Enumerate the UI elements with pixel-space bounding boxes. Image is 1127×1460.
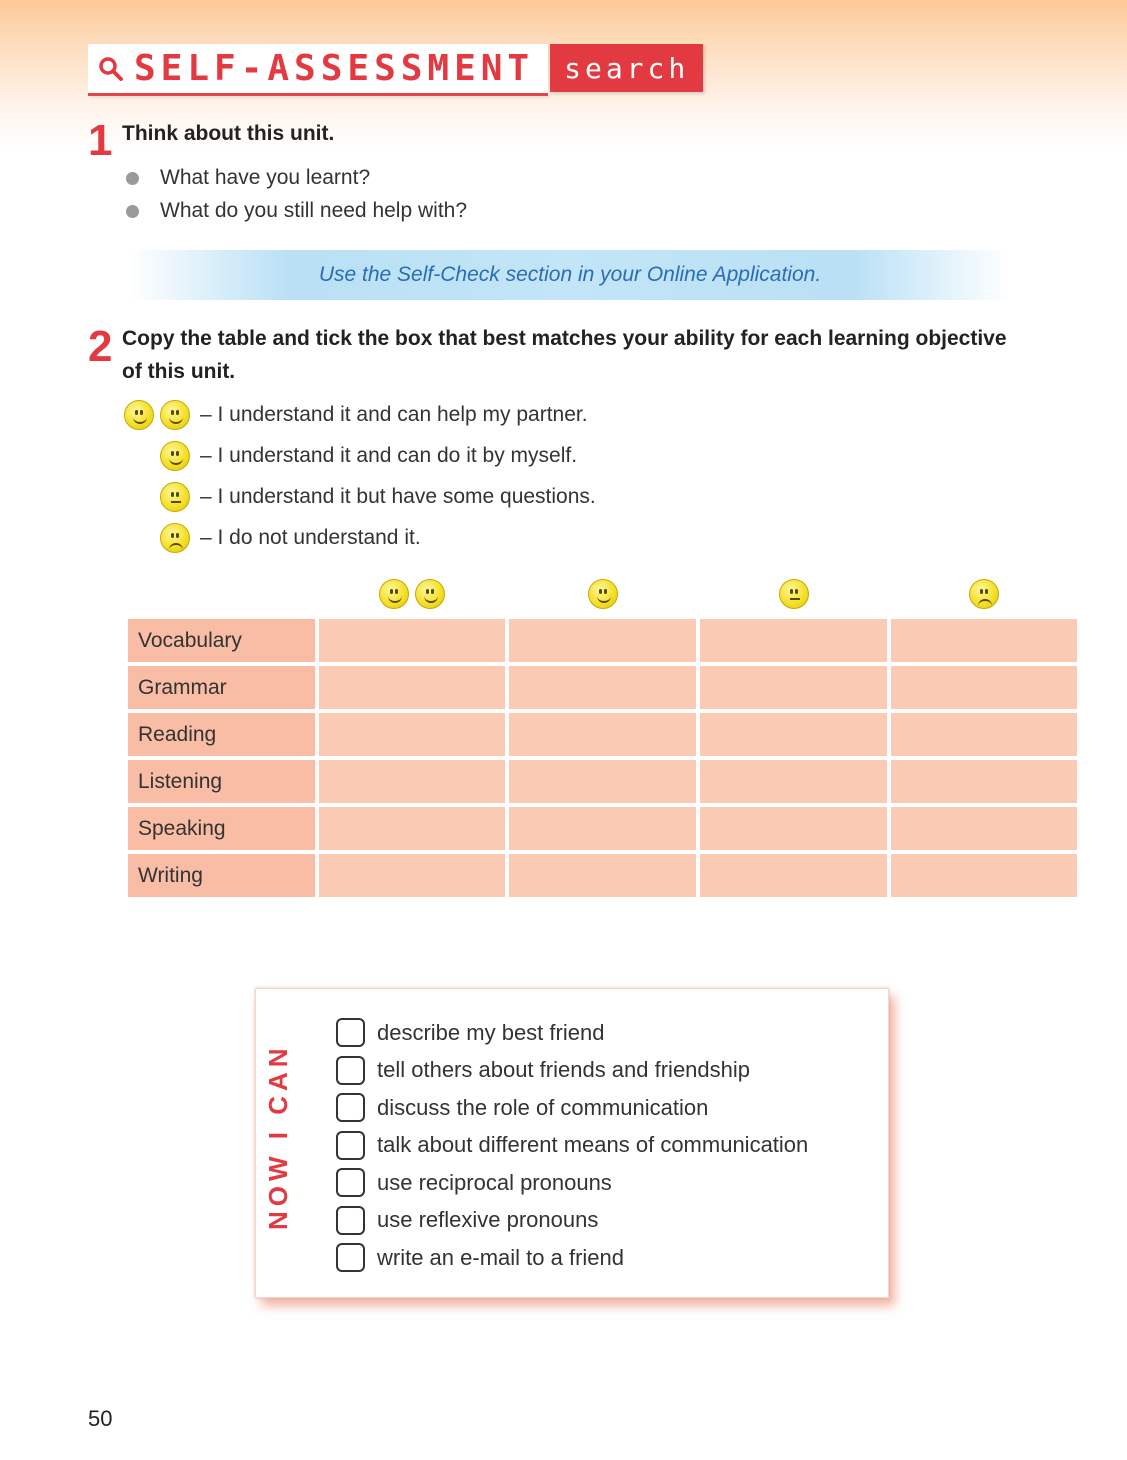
online-app-banner — [130, 250, 1010, 300]
can-item-text: use reciprocal pronouns — [377, 1169, 612, 1195]
row-label: Listening — [128, 760, 315, 803]
table-cell[interactable] — [509, 760, 696, 803]
happy-face-icon — [160, 400, 190, 430]
table-cell[interactable] — [319, 619, 505, 662]
header-title-box — [88, 44, 548, 96]
bullet-dot-icon — [126, 205, 139, 218]
can-item-text: talk about different means of communication — [377, 1132, 809, 1158]
row-label: Reading — [128, 713, 315, 756]
bullet-text: What have you learnt? — [160, 166, 371, 189]
legend-row — [160, 482, 596, 512]
table-cell[interactable] — [700, 760, 887, 803]
table-row — [128, 666, 1077, 709]
table-cell[interactable] — [891, 619, 1077, 662]
table-cell[interactable] — [509, 854, 696, 897]
checkbox[interactable] — [336, 1206, 365, 1235]
happy-face-icon — [379, 579, 409, 609]
sad-face-icon — [969, 579, 999, 609]
now-i-can-label: NOW I CAN — [263, 1043, 293, 1230]
can-item-text: tell others about friends and friendship — [377, 1057, 751, 1083]
can-item[interactable] — [336, 1202, 808, 1240]
happy-face-icon — [124, 400, 154, 430]
can-item-text: describe my best friend — [377, 1019, 605, 1045]
table-cell[interactable] — [509, 807, 696, 850]
checkbox[interactable] — [336, 1093, 365, 1122]
can-item-text: write an e-mail to a friend — [377, 1244, 624, 1270]
bullet-text: What do you still need help with? — [160, 199, 468, 222]
now-i-can-list — [336, 1014, 808, 1277]
checkbox[interactable] — [336, 1018, 365, 1047]
table-cell[interactable] — [319, 807, 505, 850]
section-header — [88, 44, 703, 96]
search-icon — [98, 56, 124, 82]
can-item[interactable] — [336, 1089, 808, 1127]
can-item[interactable] — [336, 1052, 808, 1090]
section-2-instruction-line: Copy the table and tick the box that best matches your ability for each learning objective — [122, 327, 1007, 350]
checkbox[interactable] — [336, 1168, 365, 1197]
table-cell[interactable] — [891, 713, 1077, 756]
table-row — [128, 807, 1077, 850]
table-cell[interactable] — [509, 666, 696, 709]
table-cell[interactable] — [509, 713, 696, 756]
section-number-2: 2 — [88, 322, 113, 371]
legend-text: – I understand it and can do it by myself. — [200, 444, 578, 467]
page-number: 50 — [88, 1406, 113, 1431]
happy-face-icon — [588, 579, 618, 609]
section-2-instruction — [122, 322, 1082, 388]
table-cell[interactable] — [700, 619, 887, 662]
table-cell[interactable] — [319, 666, 505, 709]
can-item-text: discuss the role of communication — [377, 1094, 709, 1120]
legend-text: – I understand it and can help my partner. — [200, 403, 588, 426]
legend-row — [160, 523, 421, 553]
table-row — [128, 713, 1077, 756]
banner-text: Use the Self-Check section in your Online Application. — [318, 263, 822, 286]
legend-text: – I understand it but have some questions. — [200, 485, 596, 508]
legend-text: – I do not understand it. — [200, 526, 421, 549]
header-tag: search — [550, 44, 703, 92]
checkbox[interactable] — [336, 1243, 365, 1272]
table-cell[interactable] — [319, 760, 505, 803]
row-label: Writing — [128, 854, 315, 897]
table-cell[interactable] — [700, 854, 887, 897]
table-cell[interactable] — [700, 807, 887, 850]
table-row — [128, 854, 1077, 897]
can-item[interactable] — [336, 1014, 808, 1052]
self-assessment-table — [128, 619, 1077, 901]
bullet-item — [126, 199, 467, 223]
table-cell[interactable] — [319, 854, 505, 897]
table-cell[interactable] — [891, 666, 1077, 709]
legend-row — [160, 441, 577, 471]
can-item[interactable] — [336, 1127, 808, 1165]
bullet-item — [126, 166, 370, 190]
bullet-dot-icon — [126, 172, 139, 185]
column-header-help-partner — [319, 578, 505, 610]
legend-row — [124, 400, 588, 430]
checkbox[interactable] — [336, 1131, 365, 1160]
table-cell[interactable] — [509, 619, 696, 662]
happy-face-icon — [415, 579, 445, 609]
column-header-some-questions — [700, 578, 887, 610]
table-row — [128, 760, 1077, 803]
table-cell[interactable] — [891, 854, 1077, 897]
page-title: SELF-ASSESSMENT — [134, 48, 535, 89]
can-item-text: use reflexive pronouns — [377, 1207, 599, 1233]
row-label: Grammar — [128, 666, 315, 709]
section-1-instruction: Think about this unit. — [122, 122, 335, 145]
can-item[interactable] — [336, 1164, 808, 1202]
neutral-face-icon — [779, 579, 809, 609]
column-header-by-myself — [509, 578, 696, 610]
section-2-instruction-line: of this unit. — [122, 360, 236, 383]
happy-face-icon — [160, 441, 190, 471]
row-label: Speaking — [128, 807, 315, 850]
neutral-face-icon — [160, 482, 190, 512]
table-cell[interactable] — [319, 713, 505, 756]
sad-face-icon — [160, 523, 190, 553]
table-row — [128, 619, 1077, 662]
row-label: Vocabulary — [128, 619, 315, 662]
checkbox[interactable] — [336, 1056, 365, 1085]
table-cell[interactable] — [891, 807, 1077, 850]
table-cell[interactable] — [700, 666, 887, 709]
column-header-not-understand — [891, 578, 1077, 610]
table-cell[interactable] — [700, 713, 887, 756]
table-cell[interactable] — [891, 760, 1077, 803]
can-item[interactable] — [336, 1239, 808, 1277]
section-number-1: 1 — [88, 116, 113, 165]
